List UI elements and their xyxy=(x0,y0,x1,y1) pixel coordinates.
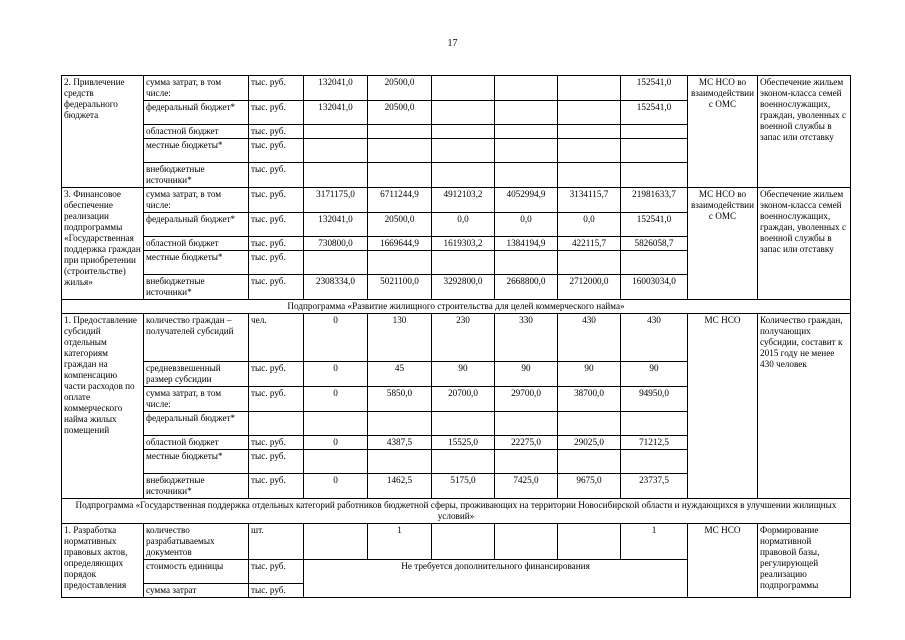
value-cell: 0,0 xyxy=(432,213,495,237)
indicator-cell: областной бюджет xyxy=(144,125,249,139)
indicator-cell: внебюджетные источники* xyxy=(144,275,249,300)
indicator-cell: внебюджетные источники* xyxy=(144,474,249,499)
value-cell: 4912103,2 xyxy=(432,188,495,213)
value-cell: 152541,0 xyxy=(621,76,688,101)
value-cell xyxy=(558,163,621,188)
value-cell: 132041,0 xyxy=(304,213,368,237)
value-cell xyxy=(495,139,558,163)
value-cell: 71212,5 xyxy=(621,436,688,450)
value-cell: 132041,0 xyxy=(304,76,368,101)
subprogram-title: Подпрограмма «Развитие жилищного строительства для целей коммерческого найма» xyxy=(62,300,851,314)
measure-description: 2. Привлечение средств федерального бюджета xyxy=(62,76,144,188)
value-cell xyxy=(621,450,688,474)
value-cell xyxy=(368,163,432,188)
table-row xyxy=(62,314,851,362)
value-cell: 29700,0 xyxy=(495,387,558,412)
indicator-cell: федеральный бюджет* xyxy=(144,412,249,436)
indicator-cell: средневзвешенный размер субсидии xyxy=(144,362,249,387)
value-cell: 90 xyxy=(495,362,558,387)
value-cell: 1462,5 xyxy=(368,474,432,499)
value-cell xyxy=(304,125,368,139)
unit-cell: тыс. руб. xyxy=(249,188,304,213)
indicator-cell: сумма затрат, в том числе: xyxy=(144,188,249,213)
value-cell: 20700,0 xyxy=(432,387,495,412)
executor-cell: МС НСО xyxy=(688,524,758,598)
value-cell: 9675,0 xyxy=(558,474,621,499)
value-cell: 90 xyxy=(558,362,621,387)
value-cell: 5850,0 xyxy=(368,387,432,412)
value-cell xyxy=(432,524,495,560)
indicator-cell: областной бюджет xyxy=(144,436,249,450)
measure-description: 1. Разработка нормативных правовых актов, определяющих порядок предоставления xyxy=(62,524,144,598)
value-cell xyxy=(432,139,495,163)
value-cell xyxy=(621,412,688,436)
value-cell: 0,0 xyxy=(558,213,621,237)
indicator-cell: федеральный бюджет* xyxy=(144,101,249,125)
indicator-cell: сумма затрат xyxy=(144,584,249,598)
value-cell xyxy=(368,450,432,474)
value-cell: 90 xyxy=(621,362,688,387)
value-cell: 152541,0 xyxy=(621,101,688,125)
value-cell: 0 xyxy=(304,362,368,387)
value-cell xyxy=(558,101,621,125)
page-number: 17 xyxy=(447,38,458,49)
value-cell xyxy=(495,450,558,474)
value-cell: 132041,0 xyxy=(304,101,368,125)
value-cell: 152541,0 xyxy=(621,213,688,237)
result-cell: Обеспечение жильем эконом-класса семей военнослужащих, граждан, уволенных с военной службы в запас или отставку xyxy=(758,188,851,300)
value-cell: 1 xyxy=(368,524,432,560)
value-cell: 0 xyxy=(304,474,368,499)
unit-cell: тыс. руб. xyxy=(249,387,304,412)
executor-cell: МС НСО во взаимодействии с ОМС xyxy=(688,76,758,188)
value-cell: 22275,0 xyxy=(495,436,558,450)
program-table xyxy=(61,75,851,598)
value-cell xyxy=(368,125,432,139)
value-cell xyxy=(558,76,621,101)
value-cell: 0 xyxy=(304,436,368,450)
value-cell xyxy=(495,163,558,188)
unit-cell: тыс. руб. xyxy=(249,436,304,450)
value-cell: 5826058,7 xyxy=(621,237,688,251)
indicator-cell: количество разрабатываемых документов xyxy=(144,524,249,560)
measure-description: 1. Предоставление субсидий отдельным категориям граждан на компенсацию части расходов по оплате коммерческого найма жилых помещений xyxy=(62,314,144,499)
executor-cell: МС НСО xyxy=(688,314,758,499)
value-cell: 2308334,0 xyxy=(304,275,368,300)
indicator-cell: местные бюджеты* xyxy=(144,251,249,275)
indicator-cell: федеральный бюджет* xyxy=(144,213,249,237)
value-cell: 0,0 xyxy=(495,213,558,237)
value-cell xyxy=(495,524,558,560)
value-cell xyxy=(558,125,621,139)
unit-cell: тыс. руб. xyxy=(249,560,304,584)
value-cell: 23737,5 xyxy=(621,474,688,499)
value-cell: 16003034,0 xyxy=(621,275,688,300)
unit-cell: тыс. руб. xyxy=(249,237,304,251)
value-cell: 4052994,9 xyxy=(495,188,558,213)
table-row xyxy=(62,524,851,560)
value-cell xyxy=(432,412,495,436)
value-cell: 90 xyxy=(432,362,495,387)
value-cell: 1384194,9 xyxy=(495,237,558,251)
unit-cell: тыс. руб. xyxy=(249,584,304,598)
value-cell: 21981633,7 xyxy=(621,188,688,213)
result-cell: Обеспечение жильем эконом-класса семей военнослужащих, граждан, уволенных с военной службы в запас или отставку xyxy=(758,76,851,188)
value-cell: 20500,0 xyxy=(368,101,432,125)
value-cell xyxy=(304,251,368,275)
value-cell xyxy=(621,125,688,139)
value-cell: 1619303,2 xyxy=(432,237,495,251)
unit-cell: чел. xyxy=(249,314,304,362)
value-cell: 1 xyxy=(621,524,688,560)
value-cell xyxy=(432,125,495,139)
indicator-cell: сумма затрат, в том числе: xyxy=(144,76,249,101)
value-cell xyxy=(368,139,432,163)
value-cell: 45 xyxy=(368,362,432,387)
value-cell: 15525,0 xyxy=(432,436,495,450)
unit-cell: шт. xyxy=(249,524,304,560)
value-cell: 7425,0 xyxy=(495,474,558,499)
merged-note: Не требуется дополнительного финансирования xyxy=(304,560,688,598)
measure-description: 3. Финансовое обеспечение реализации подпрограммы «Государственная поддержка граждан при приобретении (строительстве) жилья» xyxy=(62,188,144,300)
table-row xyxy=(62,188,851,213)
value-cell xyxy=(558,524,621,560)
value-cell xyxy=(495,412,558,436)
indicator-cell: областной бюджет xyxy=(144,237,249,251)
unit-cell: тыс. руб. xyxy=(249,213,304,237)
value-cell xyxy=(495,76,558,101)
value-cell xyxy=(432,76,495,101)
value-cell: 4387,5 xyxy=(368,436,432,450)
value-cell xyxy=(432,163,495,188)
table-row xyxy=(62,76,851,101)
value-cell: 2712000,0 xyxy=(558,275,621,300)
indicator-cell: количество граждан – получателей субсидий xyxy=(144,314,249,362)
value-cell xyxy=(558,251,621,275)
value-cell: 430 xyxy=(621,314,688,362)
indicator-cell: внебюджетные источники* xyxy=(144,163,249,188)
value-cell xyxy=(558,139,621,163)
unit-cell: тыс. руб. xyxy=(249,163,304,188)
value-cell: 3292800,0 xyxy=(432,275,495,300)
value-cell: 20500,0 xyxy=(368,213,432,237)
value-cell: 330 xyxy=(495,314,558,362)
value-cell xyxy=(432,101,495,125)
value-cell xyxy=(621,251,688,275)
value-cell: 38700,0 xyxy=(558,387,621,412)
subprogram-row xyxy=(62,499,851,524)
indicator-cell: сумма затрат, в том числе: xyxy=(144,387,249,412)
value-cell xyxy=(304,524,368,560)
value-cell: 730800,0 xyxy=(304,237,368,251)
unit-cell: тыс. руб. xyxy=(249,76,304,101)
value-cell: 5175,0 xyxy=(432,474,495,499)
unit-cell: тыс. руб. xyxy=(249,275,304,300)
unit-cell: тыс. руб. xyxy=(249,125,304,139)
subprogram-title: Подпрограмма «Государственная поддержка отдельных категорий работников бюджетной сферы, проживающих на территории Новосибирской области и нуждающихся в улучшении жилищных условий» xyxy=(62,499,851,524)
value-cell: 3134115,7 xyxy=(558,188,621,213)
value-cell xyxy=(495,101,558,125)
value-cell: 0 xyxy=(304,387,368,412)
value-cell: 0 xyxy=(304,314,368,362)
value-cell: 230 xyxy=(432,314,495,362)
value-cell xyxy=(304,163,368,188)
value-cell: 2668800,0 xyxy=(495,275,558,300)
value-cell: 3171175,0 xyxy=(304,188,368,213)
value-cell: 5021100,0 xyxy=(368,275,432,300)
value-cell xyxy=(304,450,368,474)
value-cell xyxy=(621,163,688,188)
indicator-cell: стоимость единицы xyxy=(144,560,249,584)
unit-cell: тыс. руб. xyxy=(249,362,304,387)
subprogram-row xyxy=(62,300,851,314)
value-cell: 6711244,9 xyxy=(368,188,432,213)
indicator-cell: местные бюджеты* xyxy=(144,139,249,163)
unit-cell: тыс. руб. xyxy=(249,139,304,163)
unit-cell: тыс. руб. xyxy=(249,101,304,125)
value-cell xyxy=(495,125,558,139)
value-cell xyxy=(558,450,621,474)
value-cell xyxy=(495,251,558,275)
value-cell xyxy=(432,251,495,275)
value-cell xyxy=(368,251,432,275)
value-cell xyxy=(304,139,368,163)
value-cell: 29025,0 xyxy=(558,436,621,450)
result-cell: Количество граждан, получающих субсидии, составит к 2015 году не менее 430 человек xyxy=(758,314,851,499)
value-cell xyxy=(621,139,688,163)
value-cell: 130 xyxy=(368,314,432,362)
unit-cell: тыс. руб. xyxy=(249,474,304,499)
indicator-cell: местные бюджеты* xyxy=(144,450,249,474)
value-cell xyxy=(368,412,432,436)
value-cell: 20500,0 xyxy=(368,76,432,101)
value-cell: 1669644,9 xyxy=(368,237,432,251)
value-cell xyxy=(558,412,621,436)
unit-cell: тыс. руб. xyxy=(249,251,304,275)
value-cell: 422115,7 xyxy=(558,237,621,251)
unit-cell: тыс. руб. xyxy=(249,450,304,474)
value-cell: 94950,0 xyxy=(621,387,688,412)
unit-cell xyxy=(249,412,304,436)
value-cell xyxy=(304,412,368,436)
value-cell: 430 xyxy=(558,314,621,362)
executor-cell: МС НСО во взаимодействии с ОМС xyxy=(688,188,758,300)
result-cell: Формирование нормативной правовой базы, регулирующей реализацию подпрограммы xyxy=(758,524,851,598)
value-cell xyxy=(432,450,495,474)
table-body xyxy=(62,76,851,598)
